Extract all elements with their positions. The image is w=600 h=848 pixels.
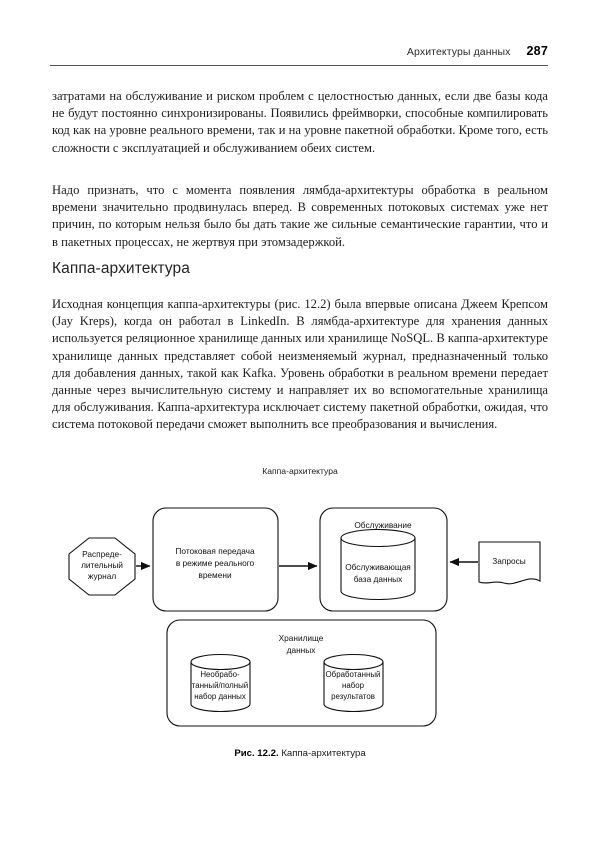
label-stream-processing: в режиме реального	[175, 558, 255, 568]
label-raw-dataset: танный/полный	[191, 681, 249, 690]
running-head-title: Архитектуры данных	[406, 46, 511, 58]
label-data-store-container: Хранилище	[278, 633, 324, 643]
label-serving-container: Обслуживание	[354, 520, 412, 530]
section-heading: Каппа-архитектура	[52, 260, 190, 277]
label-processed-dataset: результатов	[331, 692, 375, 701]
running-head	[50, 44, 548, 58]
page-number: 287	[526, 44, 548, 58]
label-data-store-container: данных	[286, 645, 316, 655]
figure-caption	[0, 748, 600, 759]
header-rule	[50, 65, 548, 66]
paragraph-1: затратами на обслуживание и риском проблем с целостностью данных, если две базы кода не будут постоянно синхронизированы. Появились фреймворки, способные компилировать код как на уровне реального времени, так и на уровне пакетной обработки. Кроме того, есть сложности с эксплуатацией и обслуживанием обеих систем.	[52, 89, 548, 155]
label-processed-dataset: набор	[341, 681, 365, 690]
label-processed-dataset: Обработанный	[325, 670, 381, 679]
paragraph-2: Надо признать, что с момента появления лямбда-архитектуры обработка в реальном времени значительно продвинулась вперед. В современных потоковых системах уже нет причин, по которым нельзя было бы дать такие же сильные семантические гарантии, что и в пакетных процессах, не жертвуя при этомзадержкой.	[52, 183, 548, 249]
label-stream-processing: времени	[198, 570, 232, 580]
label-stream-processing: Потоковая передача	[175, 546, 255, 556]
label-queries: Запросы	[492, 556, 526, 566]
label-distributed-log: журнал	[87, 571, 117, 581]
label-distributed-log: лительный	[81, 560, 123, 570]
figure-kappa-architecture	[0, 466, 600, 776]
paragraph-3: Исходная концепция каппа-архитектуры (рис. 12.2) была впервые описана Джеем Крепсом (Jay Kreps), когда он работал в LinkedIn. В лямбда-архитектуре для хранения данных используется реляционное хранилище данных или хранилище NoSQL. В каппа-архитектуре хранилище данных представляет собой неизменяемый журнал, предназначенный только для добавления данных, такой как Kafka. Уровень обработки в реальном времени передает данные через вычислительную систему и направляет их во вспомогательные хранилища для обслуживания. Каппа-архитектура исключает систему пакетной обработки, ожидая, что система потоковой передачи сможет выполнить все преобразования и вычисления.	[52, 297, 548, 432]
label-serving-database: база данных	[353, 574, 403, 584]
diagram-canvas	[0, 466, 600, 776]
label-raw-dataset: набор данных	[194, 692, 246, 701]
label-distributed-log: Распреде-	[82, 549, 122, 559]
label-serving-database: Обслуживающая	[345, 562, 411, 572]
diagram-title: Каппа-архитектура	[262, 466, 338, 476]
figure-caption-number: Рис. 12.2.	[234, 748, 279, 759]
label-raw-dataset: Необрабо-	[200, 670, 240, 679]
figure-caption-text: Каппа-архитектура	[281, 748, 366, 759]
